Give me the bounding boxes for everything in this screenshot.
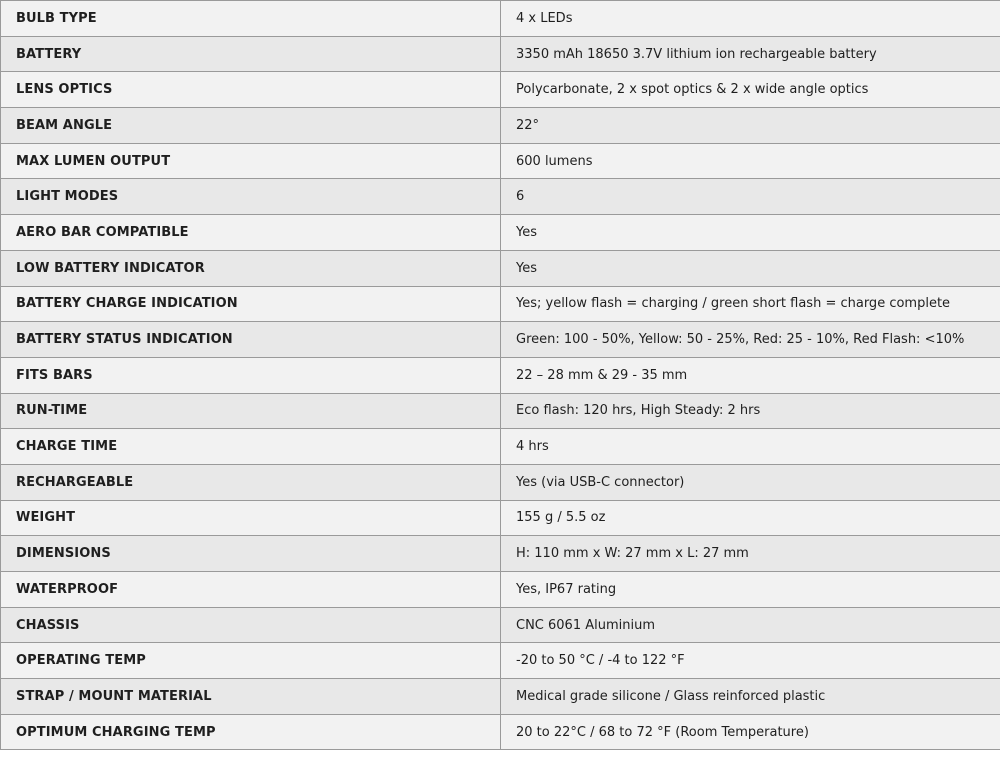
spec-value: -20 to 50 °C / -4 to 122 °F <box>501 643 1000 679</box>
spec-label: BATTERY <box>1 36 501 72</box>
spec-value: 155 g / 5.5 oz <box>501 500 1000 536</box>
spec-row-charge-time <box>1 429 1000 465</box>
spec-label: LENS OPTICS <box>1 72 501 108</box>
spec-label: BATTERY CHARGE INDICATION <box>1 286 501 322</box>
spec-row-battery-status-indication <box>1 322 1000 358</box>
spec-row-light-modes <box>1 179 1000 215</box>
spec-label: DIMENSIONS <box>1 536 501 572</box>
spec-value: 4 x LEDs <box>501 1 1000 37</box>
spec-row-bulb-type <box>1 1 1000 37</box>
spec-value: 22° <box>501 108 1000 144</box>
spec-row-rechargeable <box>1 464 1000 500</box>
spec-row-battery-charge-indication <box>1 286 1000 322</box>
spec-label: WEIGHT <box>1 500 501 536</box>
spec-label: MAX LUMEN OUTPUT <box>1 143 501 179</box>
spec-row-waterproof <box>1 572 1000 608</box>
spec-label: RECHARGEABLE <box>1 464 501 500</box>
spec-value: Polycarbonate, 2 x spot optics & 2 x wide angle optics <box>501 72 1000 108</box>
spec-value: Yes (via USB-C connector) <box>501 464 1000 500</box>
spec-row-strap-mount-material <box>1 679 1000 715</box>
spec-value: Yes <box>501 250 1000 286</box>
spec-label: WATERPROOF <box>1 572 501 608</box>
spec-row-battery <box>1 36 1000 72</box>
spec-label: STRAP / MOUNT MATERIAL <box>1 679 501 715</box>
spec-row-operating-temp <box>1 643 1000 679</box>
spec-label: RUN-TIME <box>1 393 501 429</box>
spec-value: 4 hrs <box>501 429 1000 465</box>
spec-value: Yes, IP67 rating <box>501 572 1000 608</box>
spec-row-low-battery-indicator <box>1 250 1000 286</box>
spec-value: 22 – 28 mm & 29 - 35 mm <box>501 357 1000 393</box>
spec-row-fits-bars <box>1 357 1000 393</box>
spec-label: OPERATING TEMP <box>1 643 501 679</box>
spec-label: BULB TYPE <box>1 1 501 37</box>
spec-value: Yes <box>501 215 1000 251</box>
spec-row-run-time <box>1 393 1000 429</box>
spec-label: OPTIMUM CHARGING TEMP <box>1 714 501 750</box>
spec-value: 3350 mAh 18650 3.7V lithium ion rechargeable battery <box>501 36 1000 72</box>
spec-label: FITS BARS <box>1 357 501 393</box>
spec-row-max-lumen-output <box>1 143 1000 179</box>
spec-value: Yes; yellow flash = charging / green short flash = charge complete <box>501 286 1000 322</box>
spec-row-aero-bar-compatible <box>1 215 1000 251</box>
spec-value: Green: 100 - 50%, Yellow: 50 - 25%, Red: 25 - 10%, Red Flash: <10% <box>501 322 1000 358</box>
spec-row-lens-optics <box>1 72 1000 108</box>
spec-row-weight <box>1 500 1000 536</box>
spec-value: CNC 6061 Aluminium <box>501 607 1000 643</box>
spec-value: Medical grade silicone / Glass reinforced plastic <box>501 679 1000 715</box>
spec-value: H: 110 mm x W: 27 mm x L: 27 mm <box>501 536 1000 572</box>
spec-label: LIGHT MODES <box>1 179 501 215</box>
spec-label: BATTERY STATUS INDICATION <box>1 322 501 358</box>
spec-label: BEAM ANGLE <box>1 108 501 144</box>
spec-label: AERO BAR COMPATIBLE <box>1 215 501 251</box>
spec-row-chassis <box>1 607 1000 643</box>
spec-value: 6 <box>501 179 1000 215</box>
spec-value: 600 lumens <box>501 143 1000 179</box>
spec-value: 20 to 22°C / 68 to 72 °F (Room Temperature) <box>501 714 1000 750</box>
spec-row-dimensions <box>1 536 1000 572</box>
spec-label: LOW BATTERY INDICATOR <box>1 250 501 286</box>
spec-row-optimum-charging-temp <box>1 714 1000 750</box>
spec-row-beam-angle <box>1 108 1000 144</box>
spec-label: CHASSIS <box>1 607 501 643</box>
spec-value: Eco flash: 120 hrs, High Steady: 2 hrs <box>501 393 1000 429</box>
spec-label: CHARGE TIME <box>1 429 501 465</box>
